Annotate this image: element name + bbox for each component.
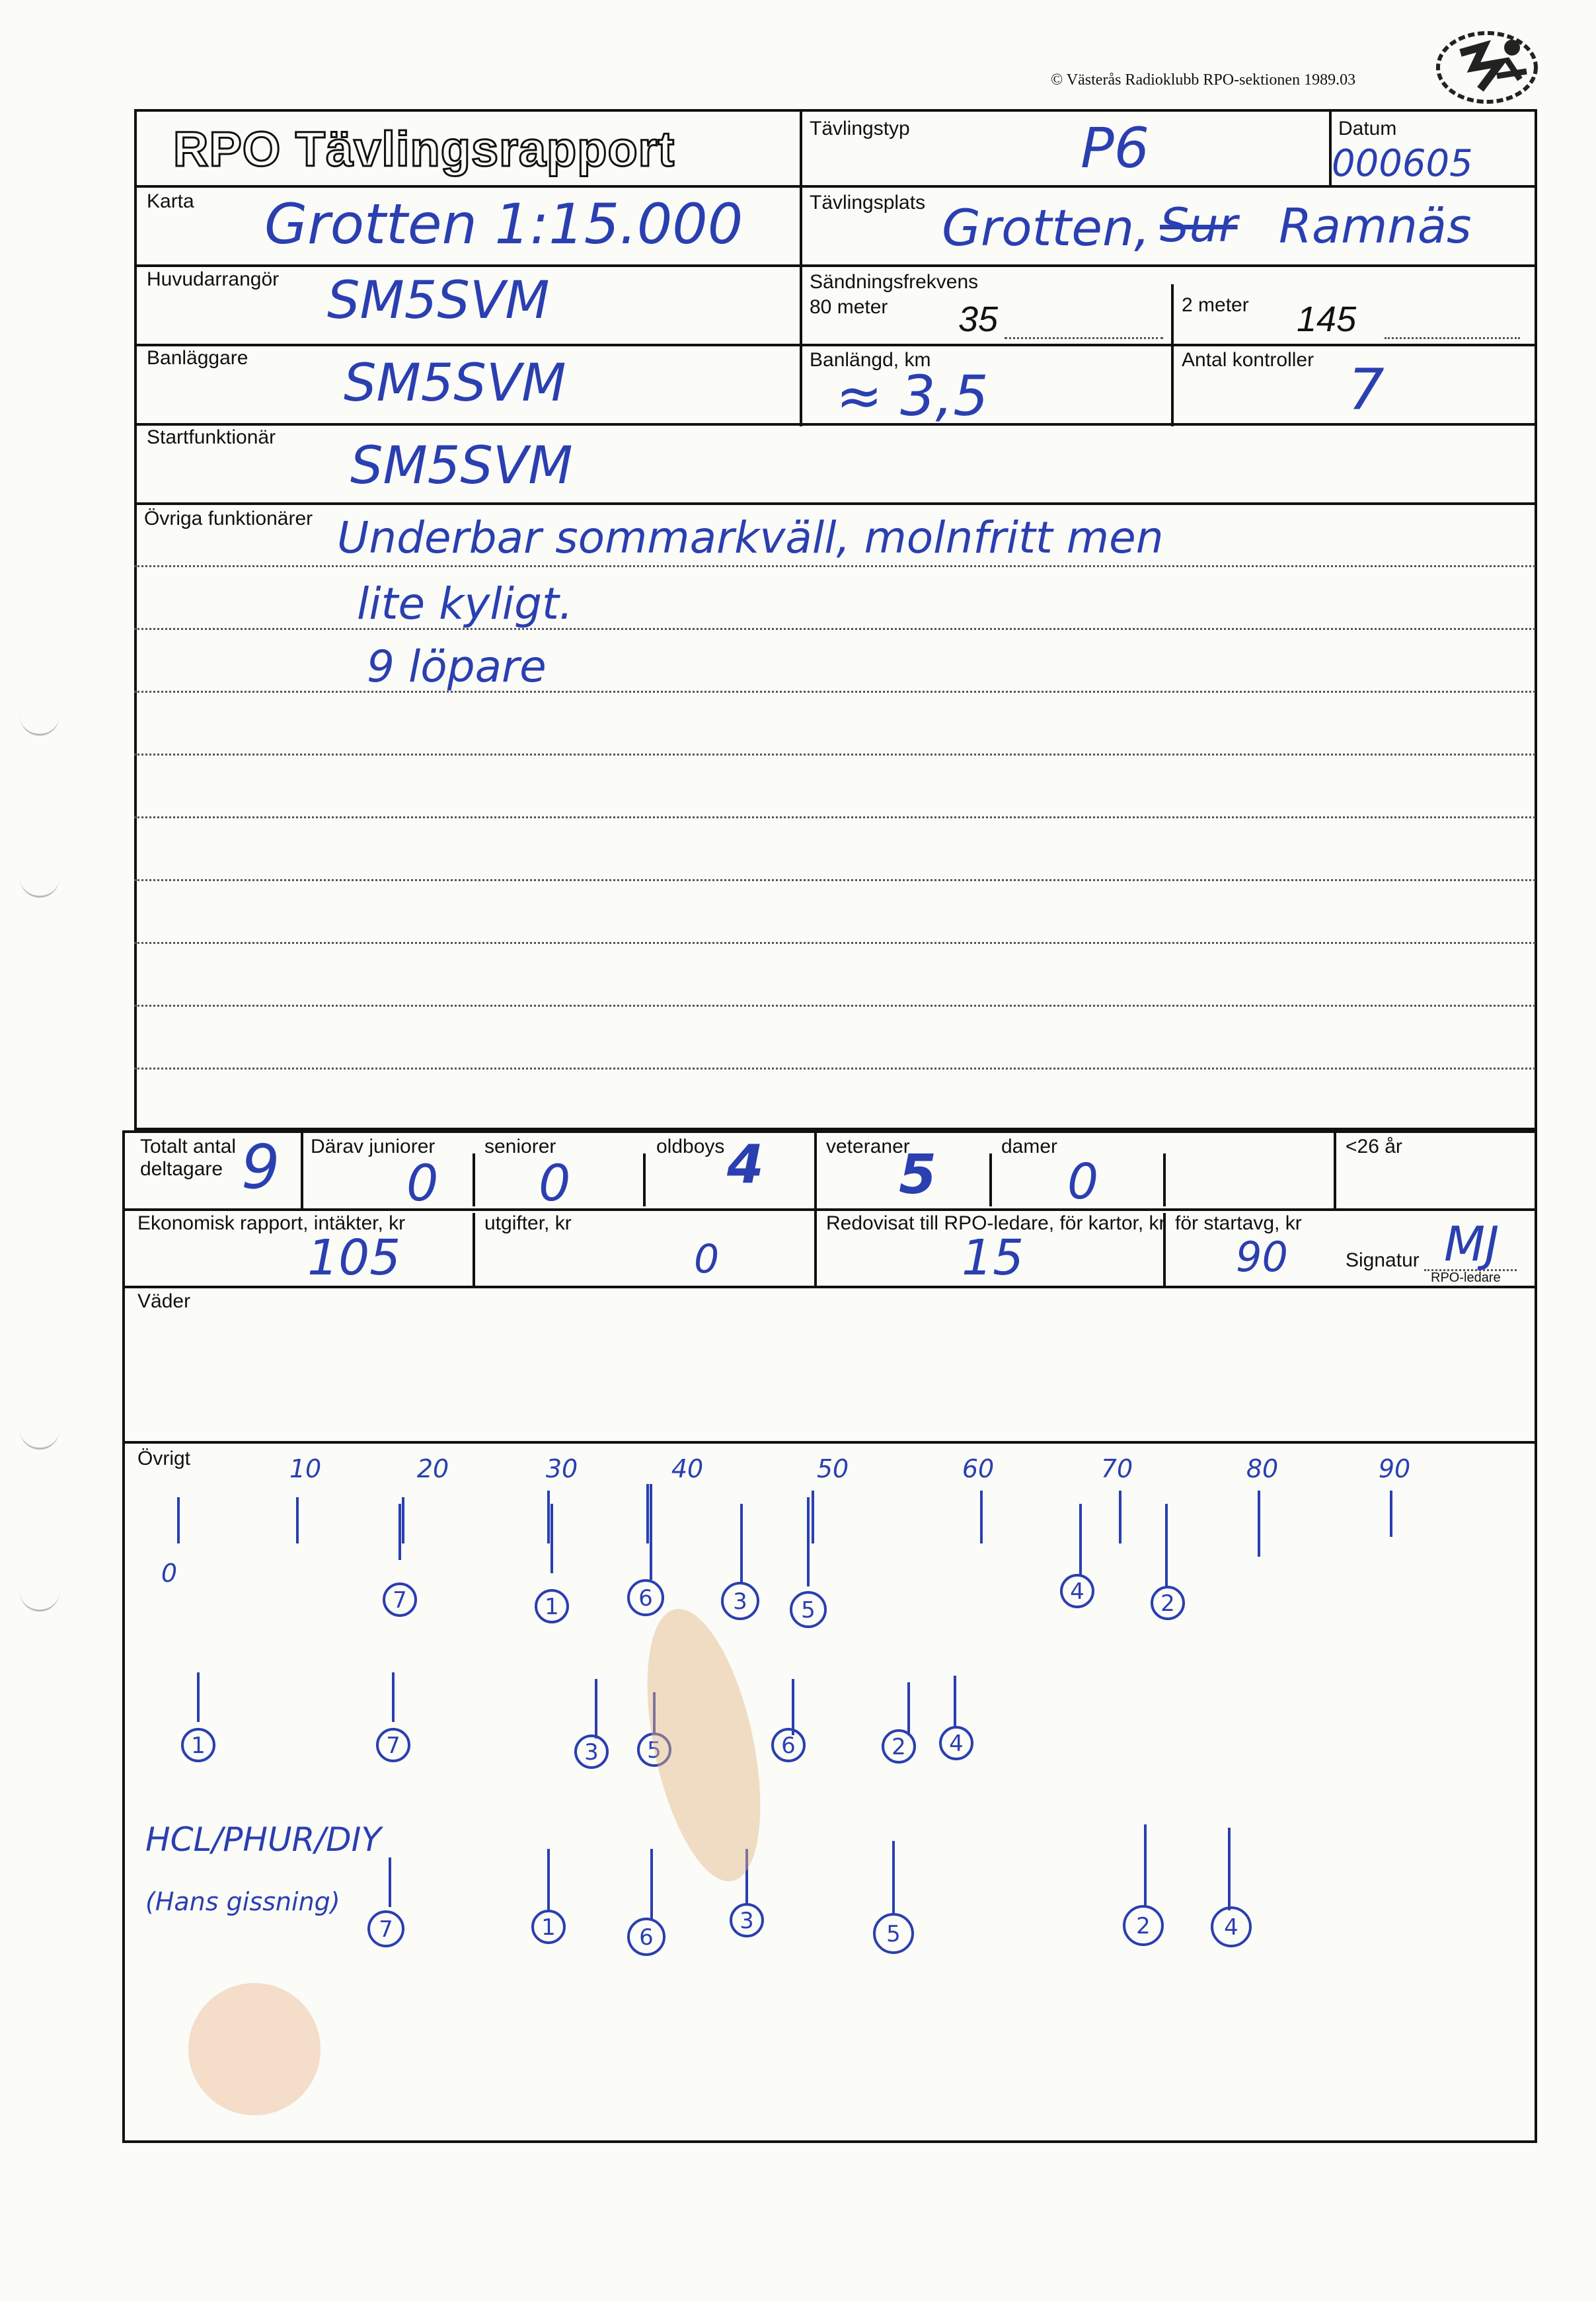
damer-label: damer [1001,1136,1058,1157]
signatur-label: Signatur [1346,1249,1420,1271]
vader-label: Väder [137,1290,191,1312]
divider [989,1153,992,1206]
divider [1171,284,1174,344]
control-number: 4 [1224,1914,1238,1941]
ovrigt-sketch [126,1444,1533,2138]
startfunktionar-label: Startfunktionär [147,426,276,448]
deltagare-label: deltagare [140,1158,223,1180]
seniorer-label: seniorer [484,1136,556,1157]
punch-hole [20,1428,59,1450]
ruled-line [134,628,1535,630]
tavlingsplats-struck: Sur [1160,198,1238,253]
control-number: 1 [545,1594,559,1620]
scale-label: 0 [161,1559,178,1588]
scale-label: 90 [1378,1454,1411,1483]
control-number: 6 [639,1924,654,1951]
datum-value: 000605 [1332,142,1473,185]
seniorer-value: 0 [539,1153,571,1212]
dotted-line [1005,337,1163,339]
scale-label: 70 [1100,1454,1133,1483]
row3-label: HCL/PHUR/DIY [145,1820,381,1859]
control-number: 1 [191,1733,206,1759]
ovriga-line-1: Underbar sommarkväll, molnfritt men [337,512,1164,563]
datum-label: Datum [1338,118,1397,139]
banlaggare-label: Banläggare [147,347,248,369]
scale-label: 30 [545,1454,578,1483]
control-number: 3 [740,1908,754,1934]
divider [122,1286,1537,1288]
ruled-line [134,1005,1535,1007]
control-number: 4 [1070,1579,1084,1605]
huvudarrangor-label: Huvudarrangör [147,268,280,290]
tavlingstyp-value: P6 [1081,116,1150,180]
ekonomisk-label: Ekonomisk rapport, intäkter, kr [137,1212,406,1234]
redovisat-label: Redovisat till RPO-ledare, för kartor, kr [826,1212,1166,1234]
banlangd-label: Banlängd, km [810,349,931,371]
divider [800,109,802,426]
control-number: 5 [647,1737,662,1764]
ovriga-line-2: lite kyligt. [357,578,573,629]
form-title: RPO Tävlingsrapport [173,122,675,176]
divider [134,423,1537,426]
row3-note: (Hans gissning) [145,1887,340,1916]
ovrigt-label: Övrigt [137,1448,191,1469]
veteraner-label: veteraner [826,1136,910,1157]
control-number: 4 [949,1731,964,1757]
karta-value: Grotten 1:15.000 [264,192,743,256]
rpo-ledare-label: RPO-ledare [1431,1270,1501,1285]
totalt-value: 9 [241,1132,280,1202]
control-number: 3 [733,1588,747,1615]
divider [473,1213,475,1286]
tavlingsplats-value: Grotten, [942,198,1151,257]
divider [814,1130,817,1210]
scale-label: 50 [816,1454,849,1483]
ovriga-line-3: 9 löpare [367,641,547,692]
ruled-line [134,942,1535,944]
club-logo [1434,26,1540,106]
utgifter-value: 0 [694,1236,720,1282]
oldboys-value: 4 [727,1134,764,1195]
form-top-section [134,109,1537,1130]
scale-label: 40 [671,1454,704,1483]
control-number: 7 [379,1916,393,1943]
ruled-line [134,754,1535,756]
control-number: 7 [393,1587,407,1614]
utgifter-label: utgifter, kr [484,1212,572,1234]
divider [134,344,1537,346]
scale-label: 10 [289,1454,322,1483]
dotted-line [1385,337,1520,339]
divider [1171,344,1174,426]
divider [134,185,1537,188]
control-number: 3 [584,1739,599,1766]
startavg-value: 90 [1236,1233,1288,1281]
antal-kontroller-label: Antal kontroller [1182,349,1314,371]
control-number: 2 [1160,1590,1175,1617]
divider [301,1130,303,1210]
ovriga-funktionarer-label: Övriga funktionärer [144,508,313,529]
banlaggare-value: SM5SVM [344,354,566,413]
totalt-antal-label: Totalt antal [140,1136,237,1157]
ruled-line [134,1068,1535,1070]
meter2-label: 2 meter [1182,294,1249,316]
juniorer-value: 0 [406,1153,439,1212]
meter80-label: 80 meter [810,296,888,318]
intakter-value: 105 [307,1229,401,1286]
control-number: 1 [541,1914,556,1941]
under26-label: <26 år [1346,1136,1402,1157]
ruled-line [134,816,1535,818]
karta-label: Karta [147,190,194,212]
control-number: 2 [892,1734,906,1760]
divider [473,1153,475,1206]
divider [643,1153,646,1206]
divider [122,1208,1537,1211]
scale-label: 80 [1246,1454,1279,1483]
antal-kontroller-value: 7 [1348,357,1385,423]
tavlingsplats-value-2: Ramnäs [1279,198,1472,254]
scale-label: 20 [416,1454,449,1483]
divider [814,1208,817,1286]
coffee-stain [188,1983,321,2115]
punch-hole [20,876,59,898]
banlangd-value: ≈ 3,5 [836,364,989,428]
ruled-line [134,565,1535,567]
startfunktionar-value: SM5SVM [350,436,573,496]
control-number: 5 [886,1921,901,1947]
punch-hole [20,714,59,736]
ruled-line [134,691,1535,693]
divider [1163,1213,1166,1286]
freq2-value: 145 [1297,299,1357,339]
damer-value: 0 [1067,1153,1099,1210]
divider [134,264,1537,267]
oldboys-label: oldboys [656,1136,725,1157]
punch-hole [20,1590,59,1612]
divider [134,502,1537,505]
sandningsfrekvens-label: Sändningsfrekvens [810,271,979,293]
signatur-value: MJ [1444,1216,1500,1272]
scale-label: 60 [962,1454,995,1483]
huvudarrangor-value: SM5SVM [327,271,550,331]
startavg-label: för startavg, kr [1175,1212,1302,1234]
control-number: 6 [781,1733,796,1759]
freq80-value: 35 [958,299,999,339]
divider [1334,1130,1336,1210]
juniorer-label: Därav juniorer [311,1136,436,1157]
divider [1163,1153,1166,1206]
tavlingsplats-label: Tävlingsplats [810,192,926,214]
control-number: 6 [638,1585,653,1612]
ruled-line [134,879,1535,881]
control-number: 2 [1136,1913,1151,1939]
kartor-value: 15 [962,1229,1024,1286]
divider [122,1441,1537,1444]
copyright-text: © Västerås Radioklubb RPO-sektionen 1989.03 [1051,71,1356,89]
veteraner-value: 5 [899,1144,937,1206]
tavlingstyp-label: Tävlingstyp [810,118,910,139]
control-number: 5 [801,1597,816,1623]
control-number: 7 [386,1733,400,1759]
